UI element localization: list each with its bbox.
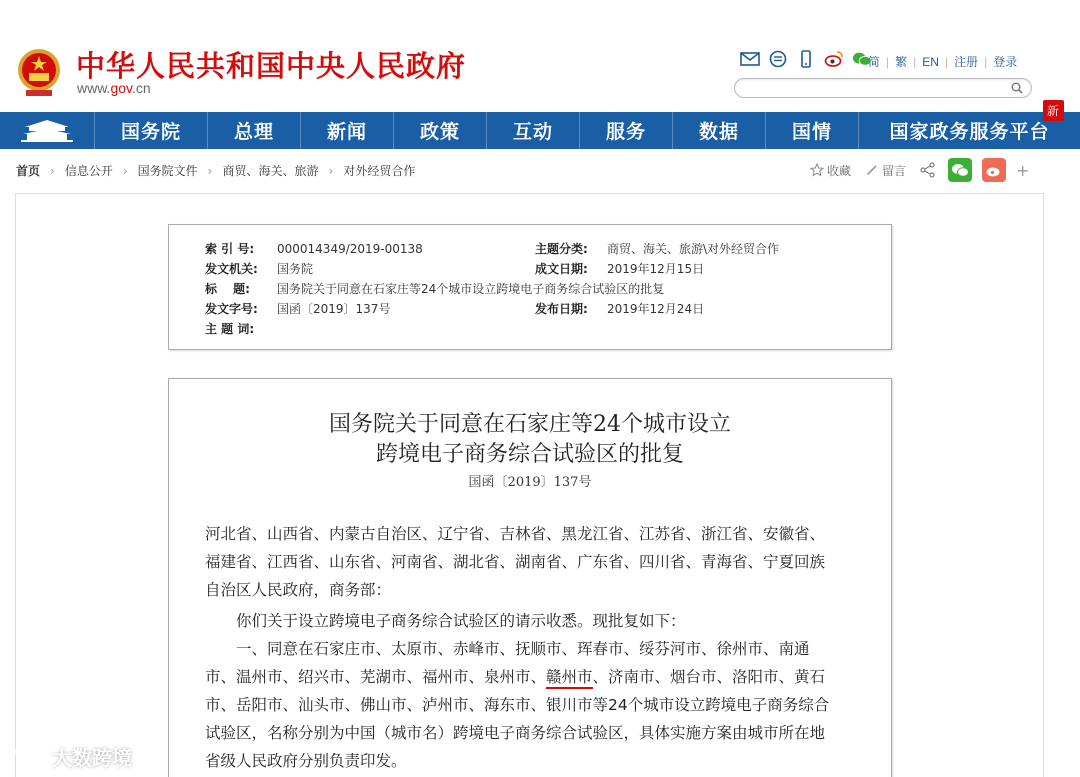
info-issuer-value: 国务院 [277, 262, 314, 276]
mobile-icon[interactable] [796, 50, 816, 68]
breadcrumb-info-disclosure[interactable]: 信息公开 [64, 164, 113, 178]
nav-interaction[interactable]: 互动 [487, 112, 580, 149]
nav-news[interactable]: 新闻 [301, 112, 394, 149]
share-icons [740, 50, 872, 68]
doc-paragraph-line: 自治区人民政府，商务部： [205, 581, 392, 599]
site-url[interactable] [77, 80, 151, 96]
english-link[interactable]: EN [922, 54, 939, 69]
breadcrumb-home[interactable]: 首页 [16, 164, 41, 178]
watermark [8, 742, 132, 771]
info-issuer-row [205, 260, 313, 277]
separator: | [886, 54, 890, 69]
info-created-value: 2019年12月15日 [607, 262, 705, 276]
info-category-value: 商贸、海关、旅游\对外经贸合作 [607, 242, 780, 256]
info-issuer-label: 发文机关: [205, 262, 258, 276]
doc-paragraph-line: 福建省、江西省、山东省、河南省、湖北省、湖南省、广东省、四川省、青海省、宁夏回族 [205, 553, 826, 571]
nav-national-info[interactable]: 国情 [766, 112, 859, 149]
info-published-row [535, 300, 704, 317]
doc-text-segment: 、济南市、烟台市、洛阳市、黄石 [592, 668, 826, 686]
doc-paragraph-line: 省级人民政府分别负责印发。 [205, 752, 407, 770]
page-tools [810, 158, 1029, 182]
nav-gov-service-platform-label: 国家政务服务平台 [889, 121, 1050, 143]
breadcrumb [16, 162, 415, 179]
doc-paragraph-line: 河北省、山西省、内蒙古自治区、辽宁省、吉林省、黑龙江省、江苏省、浙江省、安徽省、 [205, 525, 826, 543]
breadcrumb-foreign-trade[interactable]: 对外经贸合作 [343, 164, 416, 178]
chevron-right-icon: › [207, 163, 213, 178]
search-icon[interactable] [1011, 82, 1023, 94]
info-keywords-label: 主 题 词: [205, 322, 255, 336]
info-docno-value: 国函〔2019〕137号 [277, 302, 391, 316]
nav-services[interactable]: 服务 [580, 112, 673, 149]
document-info-table [168, 224, 892, 350]
comment-label: 留言 [882, 163, 907, 178]
favorite-button[interactable] [810, 162, 851, 179]
site-title[interactable]: 中华人民共和国中央人民政府 [76, 49, 467, 83]
nav-data[interactable]: 数据 [673, 112, 766, 149]
info-index-label: 索 引 号: [205, 242, 255, 256]
info-docno-label: 发文字号: [205, 302, 258, 316]
nav-gov-service-platform[interactable] [859, 104, 1080, 149]
register-link[interactable]: 注册 [954, 55, 979, 69]
site-header [0, 0, 1080, 112]
info-created-row [535, 260, 704, 277]
login-link[interactable]: 登录 [993, 55, 1018, 69]
doc-paragraph-line [205, 665, 825, 687]
doc-number: 国函〔2019〕137号 [468, 475, 592, 490]
chevron-right-icon: › [50, 163, 55, 178]
simplified-link[interactable]: 简 [868, 55, 881, 69]
breadcrumb-state-council-docs[interactable]: 国务院文件 [137, 164, 198, 178]
info-keywords-row [205, 320, 277, 337]
info-category-row [535, 240, 779, 257]
star-icon [810, 163, 824, 177]
url-prefix: www. [77, 80, 111, 96]
nav-policy[interactable]: 政策 [394, 112, 487, 149]
tiananmen-icon [17, 118, 77, 144]
url-brand: gov [110, 80, 132, 96]
nav-home[interactable] [0, 112, 95, 149]
info-title-label: 标 题: [205, 282, 250, 296]
wechat-share-icon[interactable] [948, 158, 972, 182]
doc-title-line1: 国务院关于同意在石家庄等24个城市设立 [329, 412, 731, 437]
chevron-right-icon: › [122, 163, 128, 178]
info-published-label: 发布日期: [535, 302, 588, 316]
highlighted-city: 赣州市 [546, 668, 593, 689]
weibo-icon[interactable] [824, 50, 844, 68]
chevron-right-icon: › [328, 163, 334, 178]
pen-icon [865, 163, 879, 177]
doc-title-line2: 跨境电子商务综合试验区的批复 [375, 442, 684, 467]
info-docno-row [205, 300, 390, 317]
nav-premier[interactable]: 总理 [208, 112, 301, 149]
info-category-label: 主题分类: [535, 242, 588, 256]
new-badge: 新 [1043, 100, 1064, 121]
watermark-logo-icon [8, 744, 48, 770]
top-links [868, 53, 1017, 70]
info-title-row [205, 280, 664, 297]
doc-paragraph-line: 试验区，名称分别为中国（城市名）跨境电子商务综合试验区，具体实施方案由城市所在地 [205, 724, 826, 742]
mail-icon[interactable] [740, 50, 760, 68]
info-created-label: 成文日期: [535, 262, 588, 276]
share-icon[interactable] [920, 162, 936, 178]
breadcrumb-trade-customs-tourism[interactable]: 商贸、海关、旅游 [222, 164, 319, 178]
doc-paragraph-line: 一、同意在石家庄市、太原市、赤峰市、抚顺市、珲春市、绥芬河市、徐州市、南通 [205, 640, 810, 658]
main-nav [0, 104, 1080, 149]
doc-text-segment: 市、温州市、绍兴市、芜湖市、福州市、泉州市、 [205, 668, 547, 686]
info-index-value: 000014349/2019-00138 [277, 242, 423, 256]
message-icon[interactable] [768, 50, 788, 68]
nav-state-council[interactable]: 国务院 [95, 112, 208, 149]
comment-button[interactable] [865, 162, 906, 179]
weibo-share-icon[interactable] [982, 158, 1006, 182]
info-published-value: 2019年12月24日 [607, 302, 705, 316]
national-emblem-icon[interactable] [16, 46, 62, 98]
traditional-link[interactable]: 繁 [895, 55, 908, 69]
url-suffix: .cn [132, 80, 151, 96]
doc-paragraph-line: 市、岳阳市、汕头市、佛山市、泸州市、海东市、银川市等24个城市设立跨境电子商务综合 [205, 696, 830, 714]
info-index-row [205, 240, 423, 257]
more-button[interactable]: + [1016, 160, 1030, 180]
separator: | [984, 54, 988, 69]
document-body [168, 378, 892, 777]
favorite-label: 收藏 [827, 163, 852, 178]
watermark-text: 大数跨境 [52, 746, 132, 770]
doc-paragraph-line: 你们关于设立跨境电子商务综合试验区的请示收悉。现批复如下： [205, 612, 686, 630]
separator: | [913, 54, 917, 69]
search-input[interactable] [734, 78, 1032, 98]
info-title-value: 国务院关于同意在石家庄等24个城市设立跨境电子商务综合试验区的批复 [277, 282, 665, 296]
separator: | [944, 54, 949, 69]
